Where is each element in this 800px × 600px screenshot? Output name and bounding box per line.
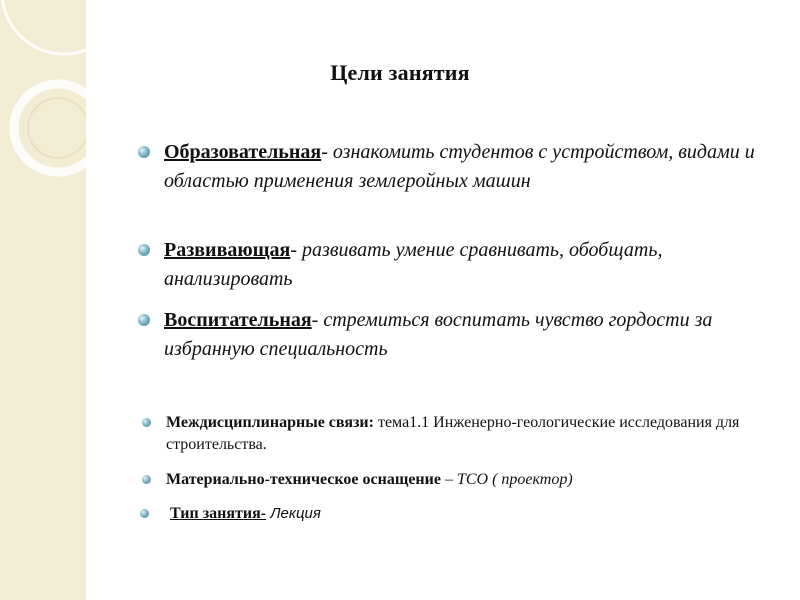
equipment-note: [166, 469, 776, 491]
goal-educational: [164, 138, 774, 196]
note-label: Междисциплинарные связи:: [166, 414, 374, 431]
bullet-icon: [140, 509, 149, 518]
bullet-icon: [142, 475, 151, 484]
goal-term: Образовательная: [164, 141, 322, 163]
note-text: тема1.1 Инженерно-геологические исследования для строительства.: [166, 414, 740, 453]
note-label: Материально-техническое оснащение: [166, 471, 441, 488]
note-text: Лекция: [266, 505, 321, 522]
goal-text: стремиться воспитать чувство гордости за избранную специальность: [164, 309, 713, 360]
note-text: ТСО ( проектор): [456, 471, 573, 488]
bullet-icon: [138, 314, 150, 326]
decorative-circles: [0, 0, 86, 600]
bullet-icon: [138, 244, 150, 256]
goal-text: ознакомить студентов с устройством, видами и областью применения землеройных машин: [164, 141, 755, 192]
bullet-icon: [138, 146, 150, 158]
goal-sep: -: [321, 141, 333, 163]
note-label: Тип занятия-: [170, 505, 267, 522]
goal-upbringing: [164, 306, 774, 364]
goal-sep: -: [311, 309, 324, 331]
goal-sep: -: [290, 239, 303, 261]
bullet-icon: [142, 418, 151, 427]
goal-developmental: [164, 236, 774, 294]
slide-title: Цели занятия: [330, 60, 470, 85]
goal-text: развивать умение сравнивать, обобщать, анализировать: [164, 239, 663, 290]
note-dash: –: [440, 471, 457, 488]
lesson-type-note: [170, 503, 780, 525]
interdisciplinary-links: [166, 412, 776, 456]
goal-term: Воспитательная: [164, 309, 312, 331]
goal-term: Развивающая: [164, 239, 291, 261]
